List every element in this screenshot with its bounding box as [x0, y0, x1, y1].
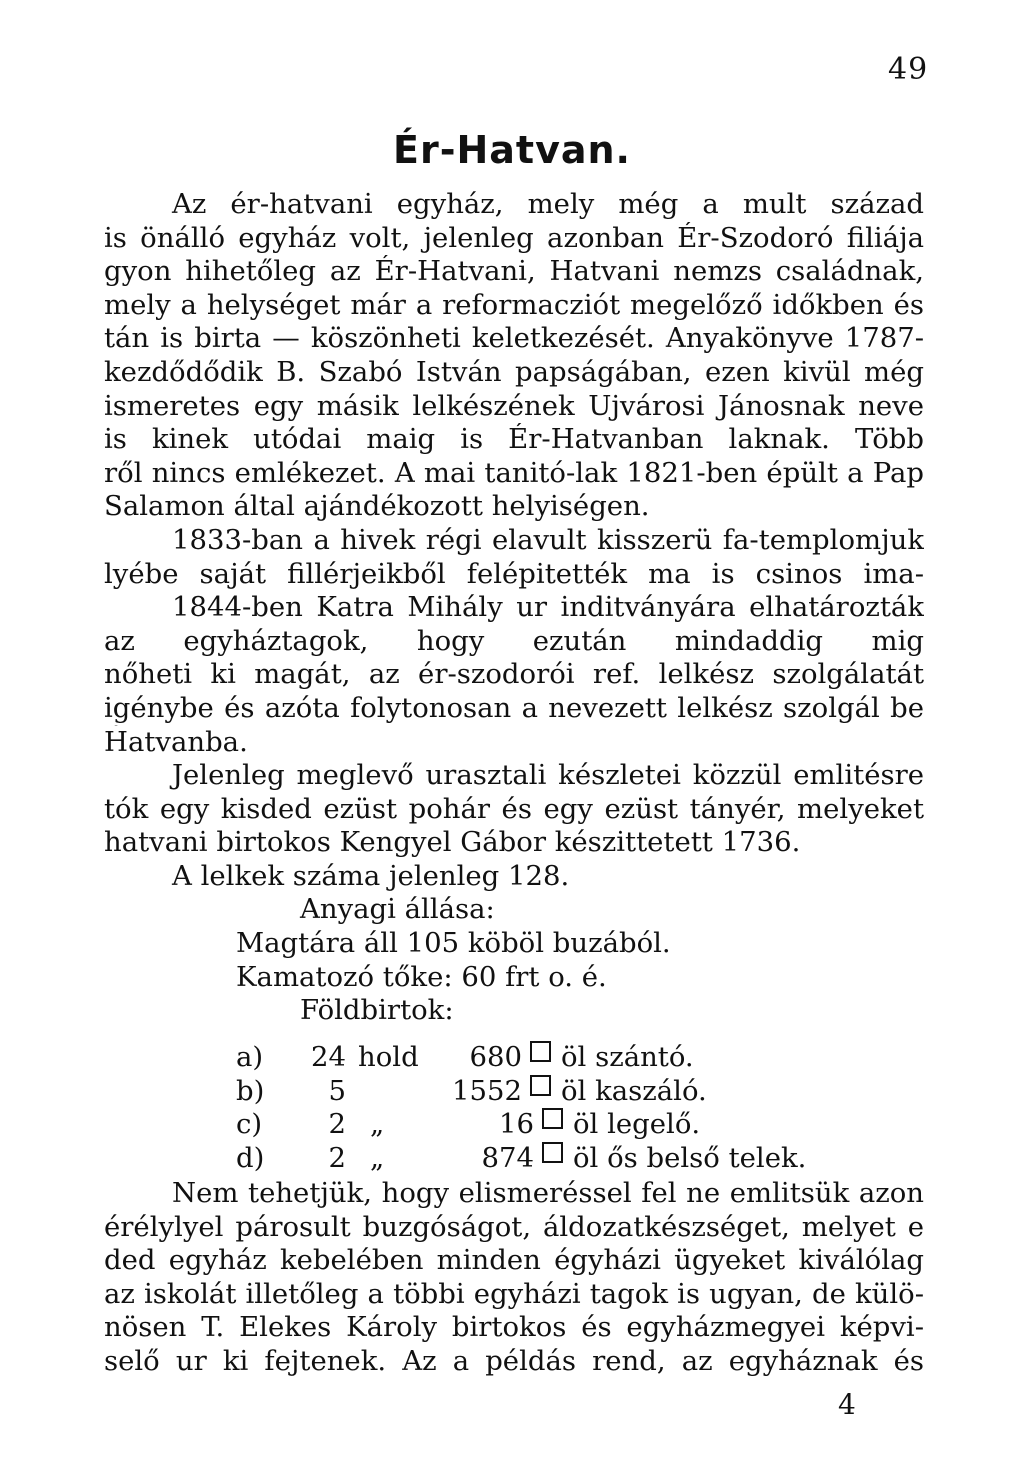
- text-line: lyébe saját fillérjeikből felépitették ma is csinos ima-: [104, 557, 924, 590]
- text-line: 1844-ben Katra Mihály ur inditványára elhatározták: [172, 591, 924, 624]
- ol-value: 16: [499, 1108, 534, 1141]
- row-label: b): [236, 1074, 265, 1107]
- table-row: [236, 1075, 806, 1109]
- table-row: [236, 1142, 806, 1176]
- text-line: Jelenleg meglevő urasztali készletei közzül emlitésre: [172, 759, 924, 792]
- row-label: d): [236, 1141, 265, 1174]
- page-title: Ér-Hatvan.: [393, 128, 631, 172]
- land-table: [236, 1041, 806, 1175]
- text-line: is kinek utódai maig is Ér-Hatvanban laknak. Több: [104, 423, 924, 456]
- land-kind: öl ős belső telek.: [573, 1141, 807, 1174]
- body-text: [104, 188, 924, 1028]
- hold-word: „: [370, 1108, 385, 1141]
- capital-line: Kamatozó tőke: 60 frt o. é.: [236, 960, 607, 993]
- text-line: tán is birta — köszönheti keletkezését. Anyakönyve 1787-: [104, 322, 924, 355]
- square-symbol-icon: [530, 1041, 551, 1062]
- square-symbol-icon: [542, 1108, 563, 1129]
- text-line: Hatvanba.: [104, 725, 248, 758]
- text-line: nösen T. Elekes Károly birtokos és egyházmegyei képvi-: [104, 1311, 924, 1344]
- text-line: érélylyel párosult buzgóságot, áldozatkészséget, melyet e: [104, 1210, 924, 1243]
- hold-value: 24: [311, 1041, 346, 1073]
- text-line: nőheti ki magát, az ér-szodorói ref. lelkész szolgálatát: [104, 658, 924, 691]
- hold-word: „: [370, 1141, 385, 1174]
- souls-line: A lelkek száma jelenleg 128.: [172, 859, 570, 892]
- text-line: is önálló egyház volt, jelenleg azonban Ér-Szodoró filiája: [104, 221, 924, 254]
- text-line: tók egy kisded ezüst pohár és egy ezüst tányér, melyeket: [104, 792, 924, 825]
- text-line: igénybe és azóta folytonosan a nevezett lelkész szolgál be: [104, 691, 924, 724]
- text-line: gyon hihetőleg az Ér-Hatvani, Hatvani nemzs családnak,: [104, 255, 924, 288]
- ol-value: 874: [481, 1141, 534, 1174]
- text-line: 1833-ban a hivek régi elavult kisszerü fa-templomjuk: [172, 523, 924, 556]
- text-line: Salamon által ajándékozott helyiségen.: [104, 490, 650, 523]
- hold-value: 2: [328, 1141, 346, 1174]
- table-row: [236, 1108, 806, 1142]
- text-line: Az ér-hatvani egyház, mely még a mult század: [172, 188, 924, 220]
- text-line: mely a helységet már a reformacziót megelőző időkben és: [104, 288, 924, 321]
- text-line: ded egyház kebelében minden égyházi ügyeket kiválólag: [104, 1244, 924, 1277]
- land-kind: öl kaszáló.: [561, 1074, 707, 1107]
- text-line: selő ur ki fejtenek. Az a példás rend, az egyháznak és: [104, 1344, 924, 1377]
- table-row: [236, 1041, 806, 1075]
- text-line: ről nincs emlékezet. A mai tanitó-lak 1821-ben épült a Pap: [104, 456, 924, 489]
- text-line: kezdődődik B. Szabó István papságában, ezen kivül még: [104, 355, 924, 388]
- hold-value: 5: [328, 1074, 346, 1107]
- land-heading: Földbirtok:: [300, 994, 454, 1027]
- body-text-final: [104, 1177, 924, 1379]
- land-kind: öl szántó.: [561, 1041, 694, 1073]
- land-kind: öl legelő.: [573, 1108, 701, 1141]
- text-line: az iskolát illetőleg a többi egyházi tagok is ugyan, de külö-: [104, 1277, 924, 1310]
- ol-value: 1552: [452, 1074, 522, 1107]
- square-symbol-icon: [542, 1142, 563, 1163]
- text-line: Nem tehetjük, hogy elismeréssel fel ne emlitsük azon: [172, 1177, 924, 1209]
- hold-word: hold: [358, 1041, 419, 1073]
- signature-mark: 4: [838, 1388, 856, 1421]
- row-label: c): [236, 1108, 263, 1141]
- text-line: az egyháztagok, hogy ezután mindaddig mig: [104, 624, 924, 657]
- granary-line: Magtára áll 105 köböl buzából.: [236, 927, 671, 960]
- square-symbol-icon: [530, 1075, 551, 1096]
- page-number: 49: [888, 52, 929, 87]
- hold-value: 2: [328, 1108, 346, 1141]
- text-line: ismeretes egy másik lelkészének Ujvárosi Jánosnak neve: [104, 389, 924, 422]
- text-line: hatvani birtokos Kengyel Gábor készittetett 1736.: [104, 826, 801, 859]
- hold-word: [346, 1075, 432, 1109]
- row-label: a): [236, 1041, 264, 1073]
- material-heading: Anyagi állása:: [300, 893, 495, 926]
- ol-value: 680: [469, 1041, 522, 1073]
